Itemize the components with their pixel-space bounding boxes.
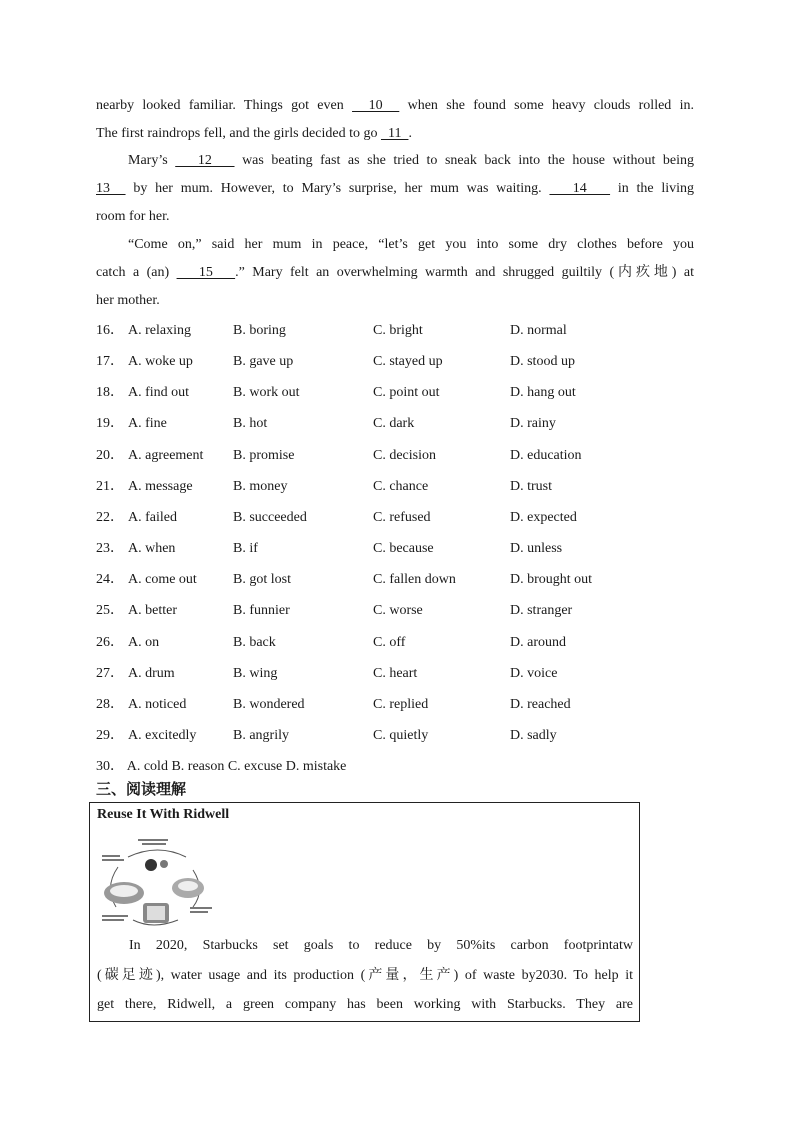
- question-number: 19．: [96, 416, 124, 432]
- blank-14: 14: [549, 181, 611, 196]
- option-c: C. chance: [373, 478, 429, 494]
- option-d: D. hang out: [510, 385, 576, 401]
- option-a: A. fine: [128, 416, 167, 432]
- question-number: 23．: [96, 541, 124, 557]
- question-number: 24．: [96, 572, 124, 588]
- question-number: 25．: [96, 603, 124, 619]
- reading-box: [89, 802, 640, 1022]
- blank-12: 12: [175, 153, 235, 168]
- passage-paragraph-3: [96, 231, 694, 315]
- option-b: B. got lost: [233, 572, 291, 588]
- option-d: D. expected: [510, 509, 577, 525]
- question-number: 29．: [96, 727, 124, 743]
- option-c: C. heart: [373, 665, 418, 681]
- option-b: B. work out: [233, 385, 300, 401]
- option-c: C. quietly: [373, 727, 429, 743]
- blank-11: 11: [380, 126, 409, 141]
- question-number: 28．: [96, 696, 124, 712]
- option-b: B. if: [233, 541, 258, 557]
- option-b: B. succeeded: [233, 509, 307, 525]
- question-number: 21．: [96, 478, 124, 494]
- text-line: The first raindrops fell, and the girls decided to go 11 .: [96, 126, 412, 141]
- option-b: B. money: [233, 478, 288, 494]
- text-line: catch a (an) 15 .” Mary felt an overwhelming warmth and shrugged guiltily (内疚地) at: [96, 265, 694, 280]
- question-number: 17．: [96, 354, 124, 370]
- option-b: B. back: [233, 634, 276, 650]
- option-d: D. stranger: [510, 603, 573, 619]
- option-d: D. around: [510, 634, 566, 650]
- option-c: C. bright: [373, 323, 423, 338]
- text-line: get there, Ridwell, a green company has been working with Starbucks. They are: [97, 997, 633, 1012]
- option-d: D. voice: [510, 665, 558, 681]
- option-c: C. point out: [373, 385, 440, 401]
- option-a: A. message: [128, 478, 193, 494]
- option-a: A. find out: [128, 385, 190, 401]
- option-a: A. on: [128, 634, 160, 650]
- option-b: B. wing: [233, 665, 278, 681]
- text-line: room for her.: [96, 209, 170, 224]
- text-line: Mary’s 12 was beating fast as she tried to sneak back into the house without being: [128, 153, 694, 168]
- option-c: C. dark: [373, 416, 415, 432]
- reading-title: Reuse It With Ridwell: [97, 807, 230, 822]
- blank-15: 15: [176, 265, 236, 280]
- option-a: A. better: [128, 603, 177, 619]
- question-number: 18．: [96, 385, 124, 401]
- option-b: B. promise: [233, 447, 295, 463]
- option-c: C. stayed up: [373, 354, 443, 370]
- text-line: (碳足迹), water usage and its production (产量，生产) of waste by2030. To help it: [97, 967, 633, 983]
- option-a: A. when: [128, 541, 176, 557]
- option-c: C. fallen down: [373, 572, 456, 588]
- option-a: A. excitedly: [128, 727, 197, 743]
- option-a: A. agreement: [128, 447, 204, 463]
- option-c: C. off: [373, 634, 406, 650]
- text-line: nearby looked familiar. Things got even 10 when she found some heavy clouds rolled in.: [96, 98, 695, 113]
- option-b: B. gave up: [233, 354, 294, 370]
- question-number: 16．: [96, 323, 124, 338]
- blank-13: 13: [96, 181, 126, 196]
- option-b: B. funnier: [233, 603, 290, 619]
- option-d: D. normal: [510, 323, 567, 338]
- recycling-cycle-diagram: [98, 835, 218, 930]
- section-title: 三、阅读理解: [96, 780, 187, 798]
- option-d: D. education: [510, 447, 582, 463]
- option-c: C. worse: [373, 603, 423, 619]
- option-d: D. brought out: [510, 572, 593, 588]
- text-line: “Come on,” said her mum in peace, “let’s get you into some dry clothes before you: [128, 237, 694, 252]
- text-line: In 2020, Starbucks set goals to reduce by 50%its carbon footprintatw: [129, 938, 633, 953]
- option-d: D. unless: [510, 541, 563, 557]
- option-b: B. boring: [233, 323, 286, 338]
- option-d: D. rainy: [510, 416, 556, 432]
- option-d: D. reached: [510, 696, 571, 712]
- question-number: 26．: [96, 634, 124, 650]
- option-a: A. come out: [128, 572, 197, 588]
- text-line: 13 by her mum. However, to Mary’s surprise, her mum was waiting. 14 in the living: [96, 181, 695, 196]
- option-c: C. refused: [373, 509, 431, 525]
- option-a: A. drum: [128, 665, 175, 681]
- question-number: 22．: [96, 509, 124, 525]
- reading-text: [97, 931, 633, 1020]
- option-a: A. woke up: [128, 354, 193, 370]
- option-d: D. trust: [510, 478, 552, 494]
- question-number: 27．: [96, 665, 124, 681]
- option-d: D. sadly: [510, 727, 557, 743]
- passage-paragraph-2: [96, 147, 694, 231]
- question-number: 20．: [96, 447, 124, 463]
- blank-10: 10: [352, 98, 400, 113]
- option-a: A. relaxing: [128, 323, 191, 338]
- option-a: A. failed: [128, 509, 177, 525]
- option-c: C. replied: [373, 696, 429, 712]
- option-b: B. wondered: [233, 696, 305, 712]
- option-a: A. noticed: [128, 696, 187, 712]
- text-line: her mother.: [96, 293, 160, 308]
- option-b: B. hot: [233, 416, 268, 432]
- option-c: C. because: [373, 541, 434, 557]
- option-c: C. decision: [373, 447, 436, 463]
- option-d: D. stood up: [510, 354, 575, 370]
- passage-paragraph-1: [96, 92, 694, 148]
- option-b: B. angrily: [233, 727, 289, 743]
